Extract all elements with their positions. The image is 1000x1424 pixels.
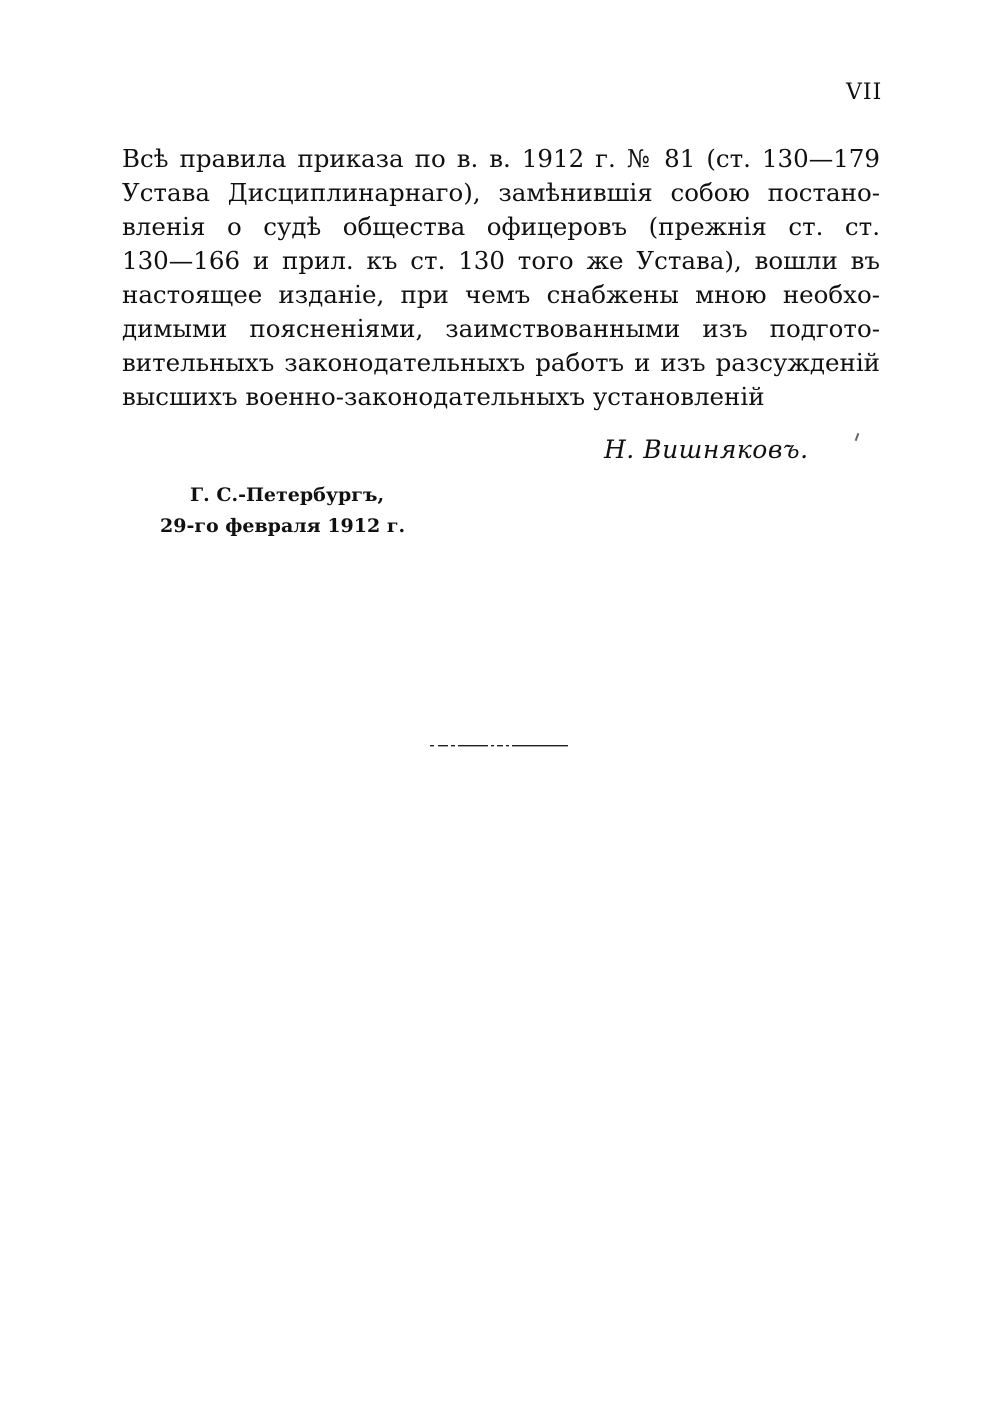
ornamental-rule-icon: [430, 744, 568, 747]
body-line: Всѣ правила приказа по в. в. 1912 г. № 81 (ст. 130—179: [122, 144, 880, 173]
body-line: вительныхъ законодательныхъ работъ и изъ разсужденій: [122, 348, 880, 377]
body-line: высшихъ военно-законодательныхъ установленій: [122, 382, 765, 411]
stray-mark: [855, 433, 860, 441]
body-line: настоящее изданіе, при чемъ снабжены мною необхо-: [122, 280, 880, 309]
date-line: 29-го февраля 1912 г.: [160, 515, 406, 537]
body-line: 130—166 и прил. къ ст. 130 того же Устава), вошли въ: [122, 246, 880, 275]
page-number: VII: [846, 80, 883, 105]
place-line: Г. С.-Петербургъ,: [190, 484, 385, 506]
body-line: Устава Дисциплинарнаго), замѣнившія собою постано-: [122, 178, 880, 207]
author-signature: Н. Вишняковъ.: [604, 435, 809, 464]
place-and-date: [160, 480, 405, 542]
body-line: вленія о судѣ общества офицеровъ (прежнія ст. ст.: [122, 212, 880, 241]
body-paragraph: [122, 142, 880, 414]
body-line: димыми поясненіями, заимствованными изъ подгото-: [122, 314, 880, 343]
